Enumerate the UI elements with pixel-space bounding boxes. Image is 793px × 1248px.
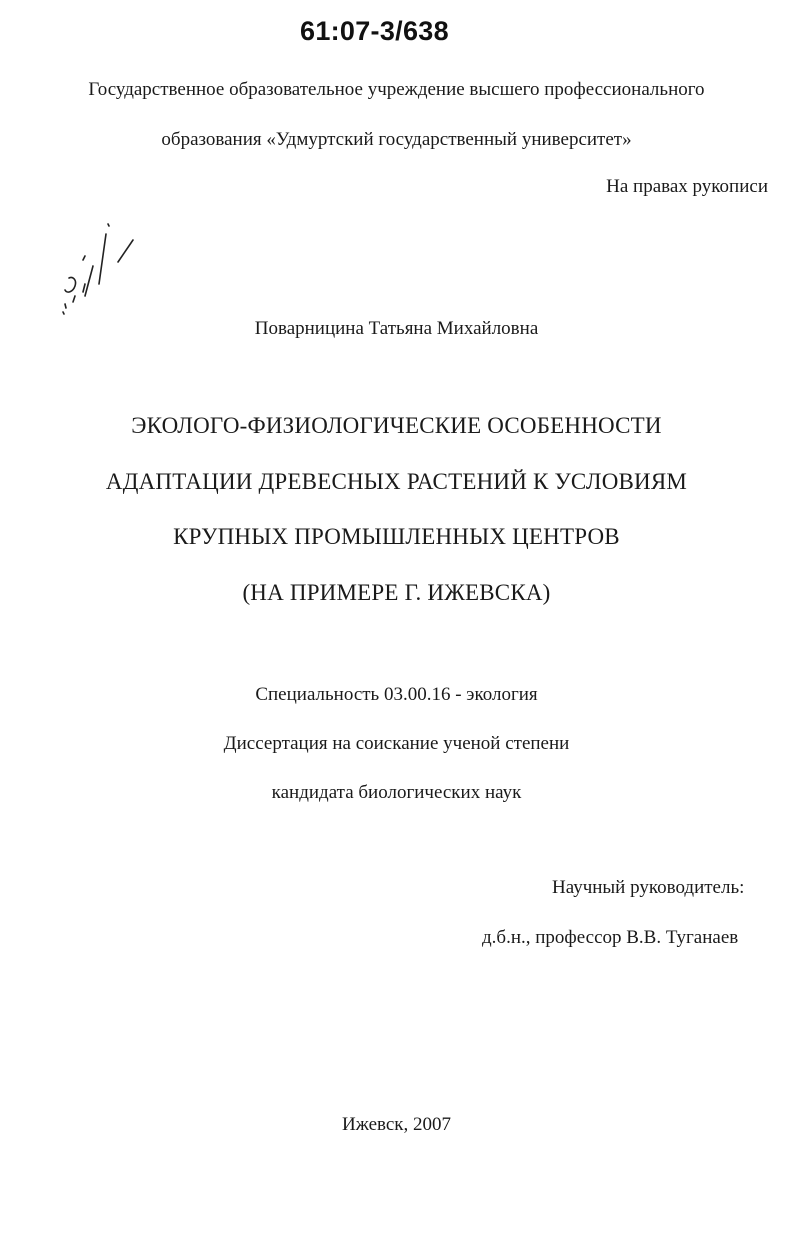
- title-line-1: ЭКОЛОГО-ФИЗИОЛОГИЧЕСКИЕ ОСОБЕННОСТИ: [131, 413, 662, 438]
- title-line-3: КРУПНЫХ ПРОМЫШЛЕННЫХ ЦЕНТРОВ: [173, 524, 620, 549]
- catalog-number: 61:07-3/638: [300, 16, 449, 46]
- handwritten-signature: [55, 218, 145, 318]
- author-name: Поварницина Татьяна Михайловна: [254, 318, 539, 339]
- rights-note: На правах рукописи: [606, 176, 768, 197]
- supervisor-name: д.б.н., профессор В.В. Туганаев: [482, 927, 739, 948]
- institution-line-1: Государственное образовательное учреждение высшего профессионального: [88, 79, 705, 100]
- title-line-4: (НА ПРИМЕРЕ Г. ИЖЕВСКА): [242, 580, 551, 605]
- specialty-line: Специальность 03.00.16 - экология: [255, 684, 538, 705]
- title-line-2: АДАПТАЦИИ ДРЕВЕСНЫХ РАСТЕНИЙ К УСЛОВИЯМ: [105, 469, 688, 494]
- institution-line-2: образования «Удмуртский государственный университет»: [161, 129, 632, 150]
- dissertation-line-1: Диссертация на соискание ученой степени: [223, 733, 570, 754]
- dissertation-line-2: кандидата биологических наук: [271, 782, 522, 803]
- city-year: Ижевск, 2007: [341, 1114, 452, 1135]
- supervisor-label: Научный руководитель:: [552, 877, 745, 898]
